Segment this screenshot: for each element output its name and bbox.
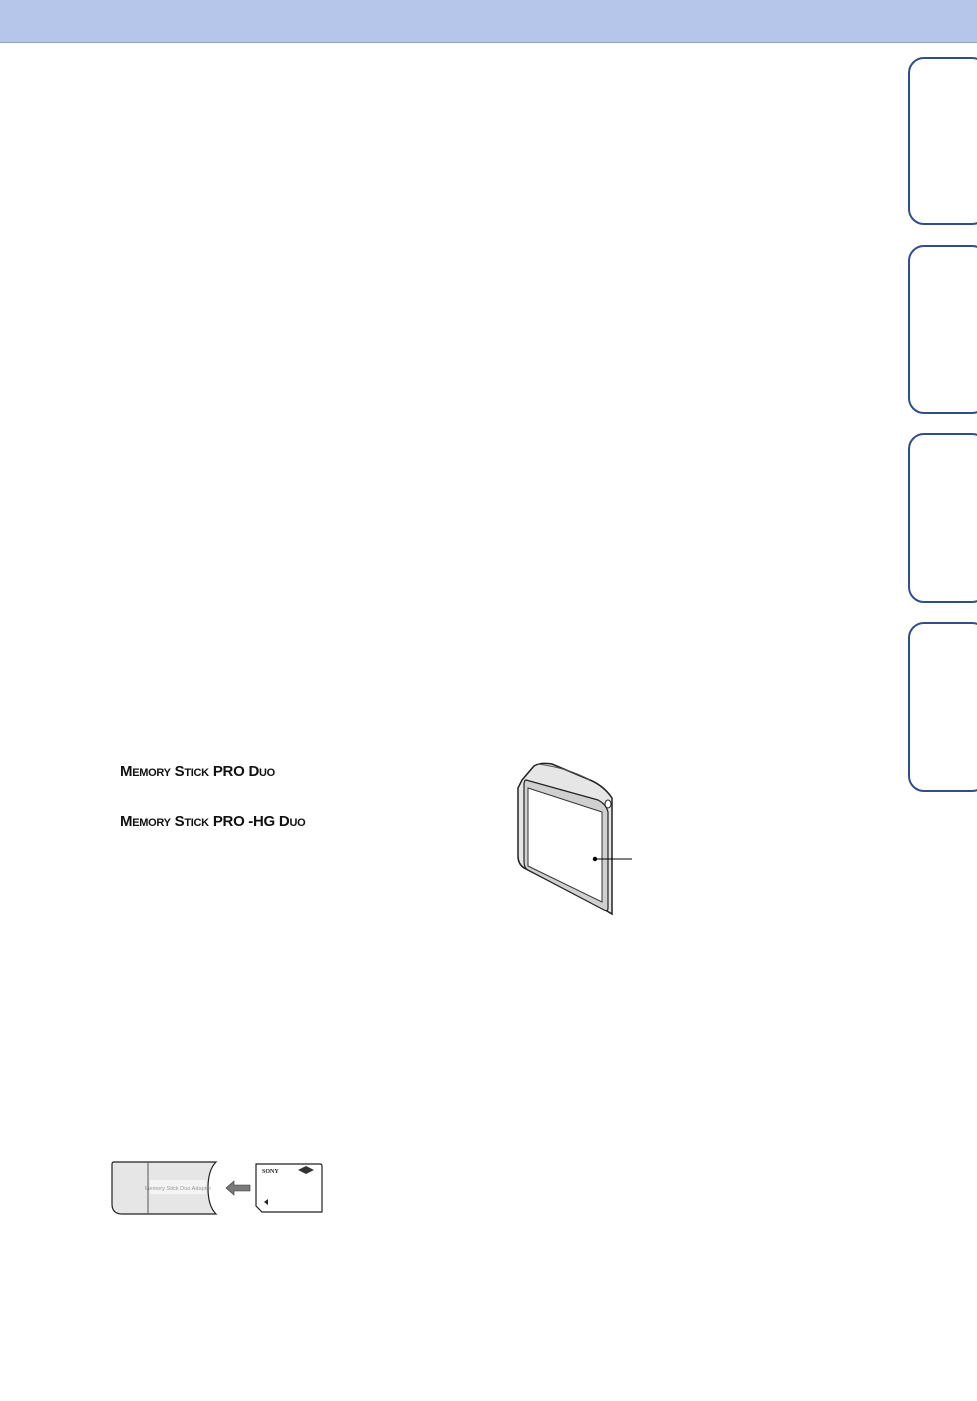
side-tab-3[interactable] [908, 433, 977, 603]
side-tab-2[interactable] [908, 245, 977, 414]
header-bar [0, 0, 977, 43]
side-tab-1[interactable] [908, 57, 977, 225]
side-tab-4[interactable] [908, 622, 977, 792]
memory-stick-duo-adaptor-illustration [108, 1160, 328, 1216]
insert-arrow-icon [226, 1181, 250, 1195]
adaptor-label: Memory Stick Duo Adaptor [144, 1186, 212, 1192]
memory-stick-pro-hg-duo-logo: MEMORY STICK PRO -HG DUO [120, 813, 306, 830]
card-brand: SONY [262, 1169, 279, 1175]
memory-stick-pro-duo-logo: MEMORY STICK PRO DUO [120, 763, 275, 780]
camera-lcd-illustration [508, 758, 648, 918]
